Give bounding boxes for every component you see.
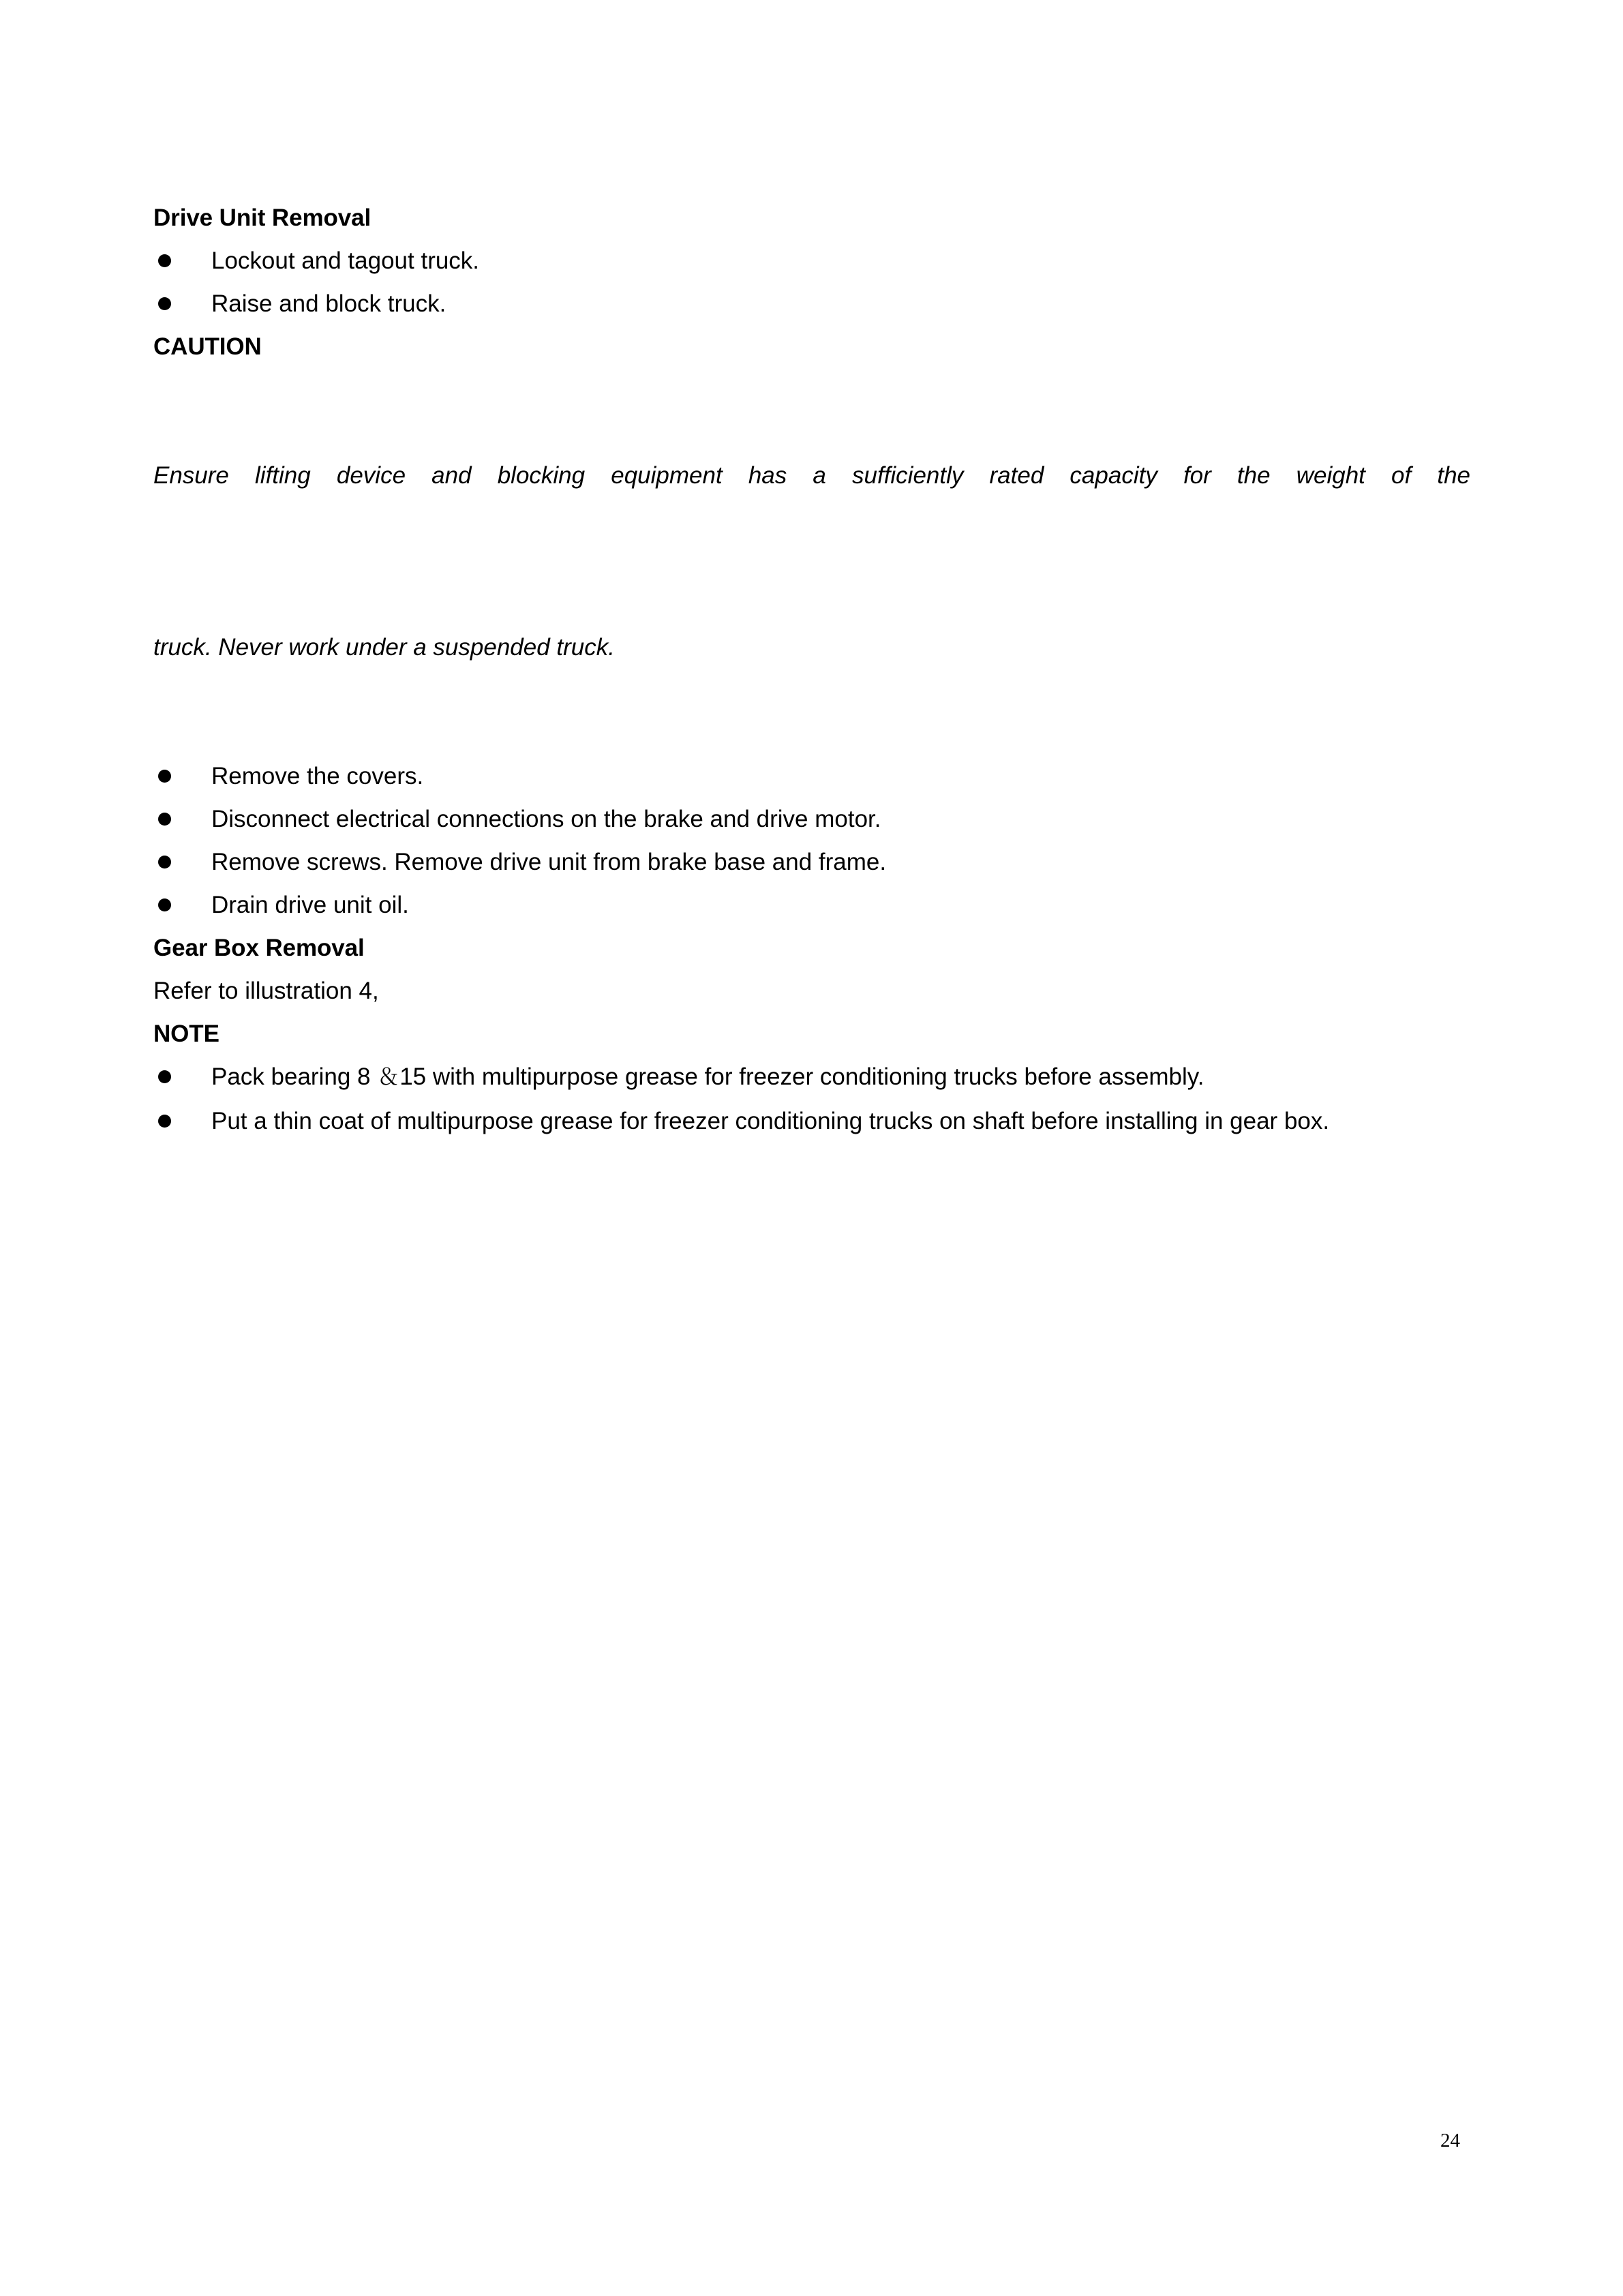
list-item (153, 798, 1470, 841)
note-bullet-suffix: 15 with multipurpose grease for freezer conditioning trucks before assembly. (399, 1063, 1204, 1090)
section-heading-gear-box-removal: Gear Box Removal (153, 935, 365, 961)
bullet-list-caution-steps (153, 755, 1470, 926)
caution-paragraph-line-2: truck. Never work under a suspended truck. (153, 634, 615, 661)
list-item (153, 1055, 1470, 1100)
list-item (153, 1100, 1470, 1143)
list-item-label: Drain drive unit oil. (211, 892, 409, 918)
caution-paragraph (153, 368, 1470, 755)
bullet-dot-icon (158, 898, 171, 911)
gear-box-reference-line: Refer to illustration 4, (153, 978, 379, 1004)
bullet-dot-icon (158, 856, 171, 868)
bullet-dot-icon (158, 770, 171, 783)
list-item-label: Disconnect electrical connections on the brake and drive motor. (211, 806, 881, 832)
bullet-dot-icon (158, 1115, 171, 1128)
list-item-label: Remove screws. Remove drive unit from brake base and frame. (211, 849, 887, 875)
bullet-dot-icon (158, 1070, 171, 1083)
bullet-dot-icon (158, 813, 171, 826)
bullet-dot-icon (158, 297, 171, 310)
section-heading-caution: CAUTION (153, 333, 262, 360)
ampersand-glyph: ＆ (377, 1066, 400, 1090)
bullet-list-note (153, 1055, 1470, 1143)
list-item-label: Remove the covers. (211, 763, 424, 789)
caution-paragraph-line-1: Ensure lifting device and blocking equipment has a sufficiently rated capacity for the weight of the (153, 462, 1470, 489)
list-item-label (211, 1055, 1470, 1100)
list-item-label: Lockout and tagout truck. (211, 247, 480, 274)
list-item (153, 755, 1470, 798)
page-content (153, 196, 1470, 1143)
list-item (153, 841, 1470, 883)
section-heading-note: NOTE (153, 1021, 219, 1047)
list-item-label: Raise and block truck. (211, 290, 446, 317)
list-item (153, 883, 1470, 926)
note-bullet-prefix: Pack bearing 8 (211, 1063, 378, 1090)
list-item-label: Put a thin coat of multipurpose grease for freezer conditioning trucks on shaft before installing in gear box. (211, 1108, 1330, 1134)
section-heading-drive-unit-removal: Drive Unit Removal (153, 205, 371, 231)
bullet-list-drive-unit-removal (153, 239, 1470, 325)
list-item (153, 282, 1470, 325)
list-item (153, 239, 1470, 282)
bullet-dot-icon (158, 254, 171, 267)
page-number: 24 (1440, 2130, 1460, 2151)
